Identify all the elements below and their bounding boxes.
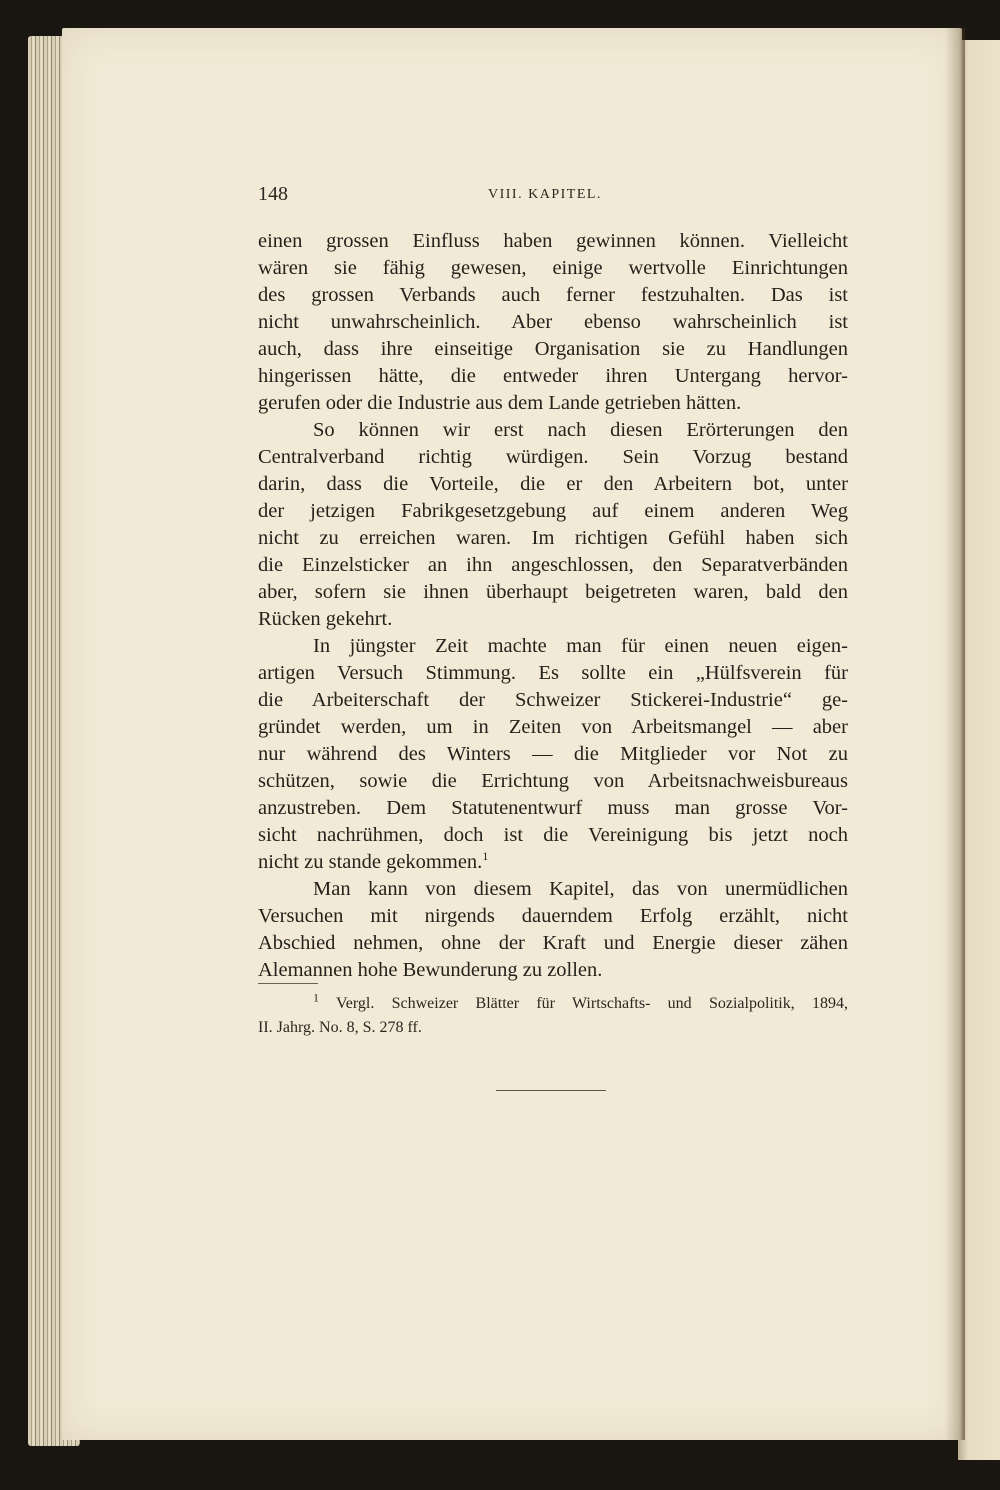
text-line: der jetzigen Fabrikgesetzgebung auf einem anderen Weg xyxy=(258,500,848,522)
text-line: nur während des Winters — die Mitglieder vor Not zu xyxy=(258,743,848,765)
footnote-marker: 1 xyxy=(313,990,319,1005)
text-line: Rücken gekehrt. xyxy=(258,608,393,630)
page-header xyxy=(258,183,848,211)
gutter-shadow xyxy=(945,28,965,1440)
footnote-line: II. Jahrg. No. 8, S. 278 ff. xyxy=(258,1019,422,1036)
text-line: nicht unwahrscheinlich. Aber ebenso wahrscheinlich ist xyxy=(258,311,848,333)
text-line: auch, dass ihre einseitige Organisation sie zu Handlungen xyxy=(258,338,848,360)
text-line: die Einzelsticker an ihn angeschlossen, den Separatverbänden xyxy=(258,554,848,576)
footnote xyxy=(258,992,848,1040)
text-line: nicht zu erreichen waren. Im richtigen Gefühl haben sich xyxy=(258,527,848,549)
text-line: nicht zu stande gekommen. xyxy=(258,851,483,873)
text-line: Abschied nehmen, ohne der Kraft und Energie dieser zähen xyxy=(258,932,848,954)
text-line: wären sie fähig gewesen, einige wertvolle Einrichtungen xyxy=(258,257,848,279)
text-line: artigen Versuch Stimmung. Es sollte ein „Hülfsverein für xyxy=(258,662,848,684)
text-line-with-footnote-ref xyxy=(258,849,848,876)
text-line: sicht nachrühmen, doch ist die Vereinigung bis jetzt noch xyxy=(258,824,848,846)
text-line: Alemannen hohe Bewunderung zu zollen. xyxy=(258,959,603,981)
text-line: des grossen Verbands auch ferner festzuhalten. Das ist xyxy=(258,284,848,306)
text-line: gründet werden, um in Zeiten von Arbeitsmangel — aber xyxy=(258,716,848,738)
footnote-text: Vergl. Schweizer Blätter für Wirtschafts- und Sozialpolitik, 1894, xyxy=(335,995,848,1012)
text-line: anzustreben. Dem Statutenentwurf muss man grosse Vor- xyxy=(258,797,848,819)
text-line: schützen, sowie die Errichtung von Arbeitsnachweisbureaus xyxy=(258,770,848,792)
text-line: gerufen oder die Industrie aus dem Lande getrieben hätten. xyxy=(258,392,742,414)
paragraph-start-line: So können wir erst nach diesen Erörterungen den xyxy=(313,419,848,441)
body-text xyxy=(258,228,848,984)
paragraph-start-line: Man kann von diesem Kapitel, das von unermüdlichen xyxy=(313,878,848,900)
text-line: die Arbeiterschaft der Schweizer Stickerei-Industrie“ ge- xyxy=(258,689,848,711)
text-line: darin, dass die Vorteile, die er den Arbeitern bot, unter xyxy=(258,473,848,495)
text-line: hingerissen hätte, die entweder ihren Untergang hervor- xyxy=(258,365,848,387)
text-line: Centralverband richtig würdigen. Sein Vorzug bestand xyxy=(258,446,848,468)
footnote-reference: 1 xyxy=(482,849,489,864)
page-number: 148 xyxy=(258,183,288,205)
chapter-end-rule xyxy=(496,1090,606,1091)
paragraph-start-line: In jüngster Zeit machte man für einen neuen eigen- xyxy=(313,635,848,657)
footnote-line xyxy=(258,992,848,1016)
footnote-separator xyxy=(258,983,318,984)
text-line: einen grossen Einfluss haben gewinnen können. Vielleicht xyxy=(258,230,848,252)
text-line: aber, sofern sie ihnen überhaupt beigetreten waren, bald den xyxy=(258,581,848,603)
text-line: Versuchen mit nirgends dauerndem Erfolg erzählt, nicht xyxy=(258,905,848,927)
running-head: VIII. KAPITEL. xyxy=(488,187,602,202)
